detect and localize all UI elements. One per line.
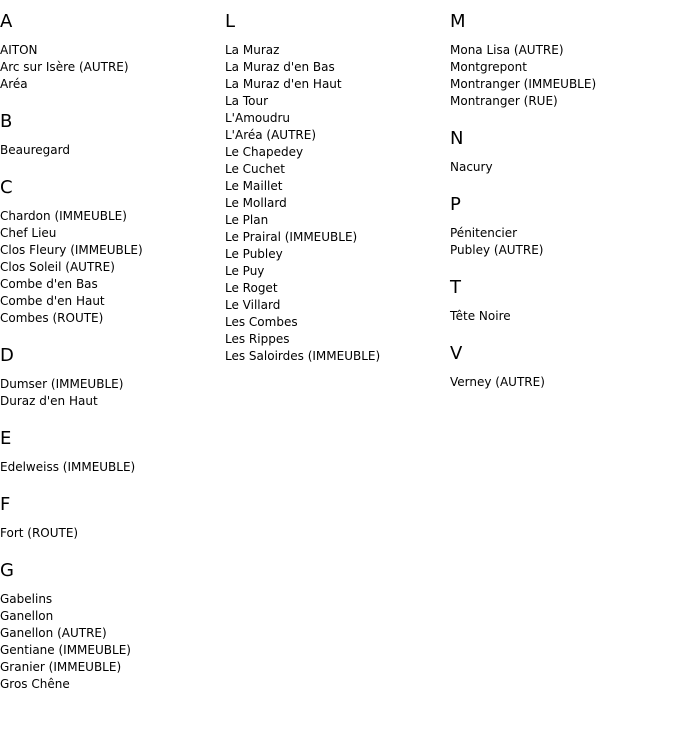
list-item — [0, 76, 220, 93]
list-item — [225, 212, 445, 229]
letter-heading: N — [450, 128, 464, 149]
list-item — [225, 76, 445, 93]
place-link[interactable]: Combe d'en Bas — [0, 277, 98, 291]
place-link[interactable]: Chef Lieu — [0, 226, 57, 240]
place-link[interactable]: La Muraz d'en Bas — [225, 60, 335, 74]
place-link[interactable]: L'Amoudru — [225, 111, 290, 125]
place-link[interactable]: Montranger (IMMEUBLE) — [450, 77, 597, 91]
letter-group — [0, 111, 220, 159]
list-item — [225, 59, 445, 76]
place-link[interactable]: La Muraz d'en Haut — [225, 77, 342, 91]
list-item — [450, 42, 670, 59]
place-link[interactable]: Tête Noire — [450, 309, 511, 323]
place-link[interactable]: Les Saloirdes (IMMEUBLE) — [225, 349, 381, 363]
place-link[interactable]: Gabelins — [0, 592, 53, 606]
place-list — [0, 376, 220, 410]
place-link[interactable]: Pénitencier — [450, 226, 518, 240]
place-link[interactable]: Verney (AUTRE) — [450, 375, 545, 389]
list-item — [225, 280, 445, 297]
place-link[interactable]: Chardon (IMMEUBLE) — [0, 209, 127, 223]
list-item — [0, 376, 220, 393]
list-item — [0, 310, 220, 327]
list-item — [225, 42, 445, 59]
place-link[interactable]: Le Villard — [225, 298, 281, 312]
letter-heading: D — [0, 345, 14, 366]
place-list — [450, 308, 670, 325]
place-link[interactable]: La Muraz — [225, 43, 280, 57]
list-item — [450, 374, 670, 391]
letter-heading: P — [450, 194, 461, 215]
list-item — [0, 676, 220, 693]
place-link[interactable]: Le Cuchet — [225, 162, 285, 176]
letter-heading: V — [450, 343, 463, 364]
list-item — [225, 246, 445, 263]
letter-heading: T — [450, 277, 461, 298]
letter-heading: A — [0, 11, 13, 32]
list-item — [0, 225, 220, 242]
letter-group — [450, 194, 670, 259]
list-item — [225, 178, 445, 195]
list-item — [225, 331, 445, 348]
letter-group — [225, 11, 445, 365]
letter-heading: G — [0, 560, 14, 581]
letter-group — [0, 428, 220, 476]
place-list — [450, 225, 670, 259]
place-link[interactable]: Aréa — [0, 77, 28, 91]
letter-group — [0, 177, 220, 327]
list-item — [225, 297, 445, 314]
place-list — [450, 42, 670, 110]
column-1 — [0, 0, 220, 711]
place-link[interactable]: Le Puy — [225, 264, 265, 278]
list-item — [450, 93, 670, 110]
place-link[interactable]: Le Roget — [225, 281, 278, 295]
list-item — [0, 293, 220, 310]
list-item — [450, 308, 670, 325]
column-2 — [225, 0, 445, 383]
list-item — [225, 195, 445, 212]
place-link[interactable]: Le Prairal (IMMEUBLE) — [225, 230, 358, 244]
place-list — [0, 591, 220, 693]
place-link[interactable]: Arc sur Isère (AUTRE) — [0, 60, 129, 74]
place-link[interactable]: Publey (AUTRE) — [450, 243, 544, 257]
place-link[interactable]: Nacury — [450, 160, 493, 174]
letter-heading: B — [0, 111, 13, 132]
letter-group — [0, 494, 220, 542]
list-item — [0, 393, 220, 410]
letter-heading: F — [0, 494, 11, 515]
place-link[interactable]: Le Chapedey — [225, 145, 304, 159]
list-item — [450, 59, 670, 76]
place-link[interactable]: La Tour — [225, 94, 269, 108]
letter-group — [0, 11, 220, 93]
place-link[interactable]: Dumser (IMMEUBLE) — [0, 377, 124, 391]
place-list — [0, 525, 220, 542]
list-item — [450, 159, 670, 176]
place-link[interactable]: Gentiane (IMMEUBLE) — [0, 643, 131, 657]
place-link[interactable]: Ganellon — [0, 609, 54, 623]
place-list — [0, 459, 220, 476]
place-link[interactable]: AITON — [0, 43, 38, 57]
letter-heading: C — [0, 177, 13, 198]
place-link[interactable]: Granier (IMMEUBLE) — [0, 660, 122, 674]
list-item — [225, 144, 445, 161]
list-item — [0, 208, 220, 225]
place-link[interactable]: Les Combes — [225, 315, 298, 329]
place-link[interactable]: Les Rippes — [225, 332, 290, 346]
letter-group — [450, 11, 670, 110]
place-link[interactable]: Ganellon (AUTRE) — [0, 626, 107, 640]
list-item — [225, 127, 445, 144]
place-link[interactable]: Combes (ROUTE) — [0, 311, 104, 325]
list-item — [0, 259, 220, 276]
place-link[interactable]: Duraz d'en Haut — [0, 394, 98, 408]
list-item — [0, 625, 220, 642]
list-item — [225, 161, 445, 178]
letter-group — [0, 560, 220, 693]
place-link[interactable]: Edelweiss (IMMEUBLE) — [0, 460, 136, 474]
list-item — [225, 314, 445, 331]
list-item — [225, 229, 445, 246]
list-item — [450, 225, 670, 242]
place-list — [0, 42, 220, 93]
place-link[interactable]: Beauregard — [0, 143, 70, 157]
letter-heading: E — [0, 428, 12, 449]
letter-group — [450, 128, 670, 176]
list-item — [225, 263, 445, 280]
list-item — [0, 459, 220, 476]
place-list — [450, 374, 670, 391]
list-item — [0, 659, 220, 676]
place-link[interactable]: Mona Lisa (AUTRE) — [450, 43, 564, 57]
place-list — [225, 42, 445, 365]
list-item — [225, 348, 445, 365]
letter-group — [0, 345, 220, 410]
list-item — [450, 76, 670, 93]
place-link[interactable]: Le Maillet — [225, 179, 283, 193]
place-link[interactable]: Clos Soleil (AUTRE) — [0, 260, 115, 274]
letter-group — [450, 343, 670, 391]
letter-group — [450, 277, 670, 325]
list-item — [0, 42, 220, 59]
column-3 — [450, 0, 670, 409]
place-list — [0, 208, 220, 327]
list-item — [225, 93, 445, 110]
letter-heading: M — [450, 11, 466, 32]
list-item — [0, 591, 220, 608]
place-link[interactable]: Montranger (RUE) — [450, 94, 558, 108]
place-link[interactable]: Combe d'en Haut — [0, 294, 105, 308]
list-item — [0, 142, 220, 159]
place-link[interactable]: Le Publey — [225, 247, 283, 261]
list-item — [0, 525, 220, 542]
list-item — [0, 608, 220, 625]
place-link[interactable]: Gros Chêne — [0, 677, 70, 691]
place-list — [450, 159, 670, 176]
list-item — [0, 59, 220, 76]
place-link[interactable]: Montgrepont — [450, 60, 527, 74]
place-link[interactable]: Clos Fleury (IMMEUBLE) — [0, 243, 143, 257]
list-item — [225, 110, 445, 127]
place-link[interactable]: Le Plan — [225, 213, 269, 227]
list-item — [0, 242, 220, 259]
letter-heading: L — [225, 11, 236, 32]
place-list — [0, 142, 220, 159]
place-link[interactable]: Le Mollard — [225, 196, 287, 210]
list-item — [0, 276, 220, 293]
place-link[interactable]: L'Aréa (AUTRE) — [225, 128, 317, 142]
list-item — [0, 642, 220, 659]
list-item — [450, 242, 670, 259]
place-link[interactable]: Fort (ROUTE) — [0, 526, 79, 540]
